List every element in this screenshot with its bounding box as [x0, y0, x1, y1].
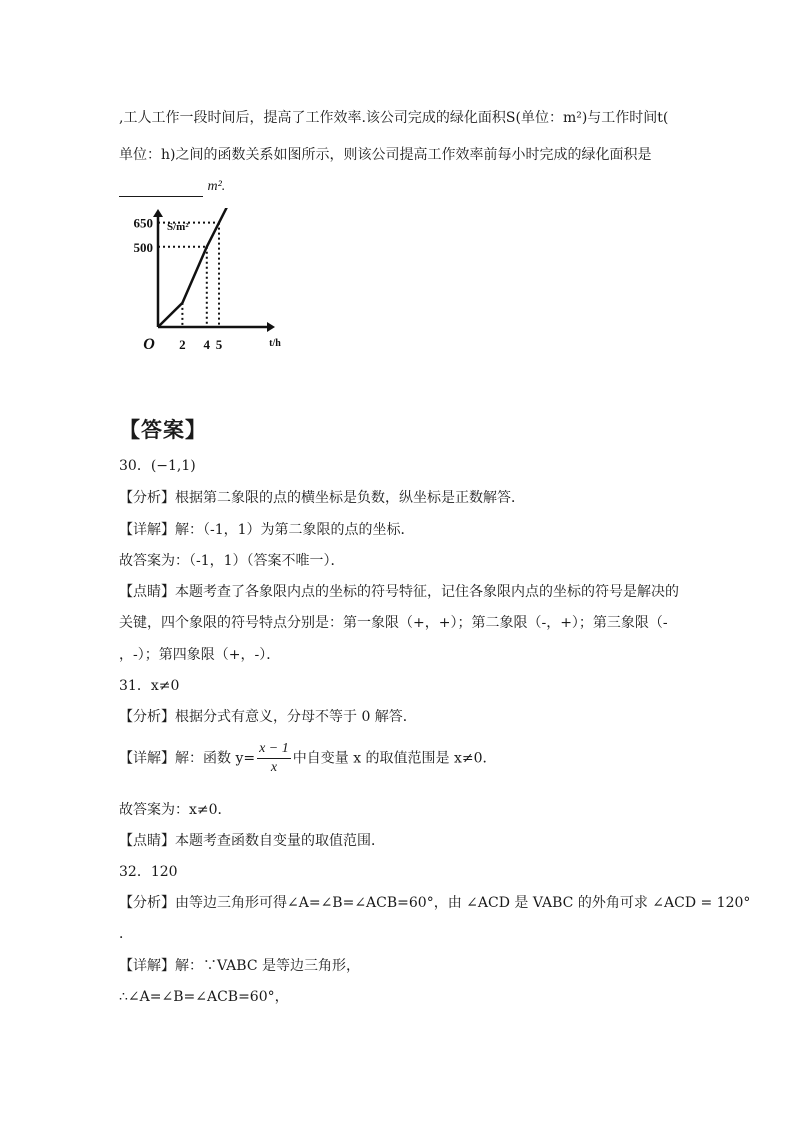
q32-analysis-end: ．: [119, 926, 133, 942]
q31-title: 31．x≠0: [119, 678, 180, 694]
q30-final: 故答案为：（-1，1）（答案不唯一）．: [119, 553, 345, 569]
answer-heading: 【答案】: [119, 418, 207, 442]
q30-comment-3: ，-）；第四象限（+，-）．: [119, 647, 281, 663]
q31-detail-post: 中自变量 x 的取值范围是 x≠0．: [292, 750, 497, 767]
unit-label: m².: [207, 179, 226, 194]
y-axis-label: S/m²: [167, 221, 189, 233]
q30-title: 30．(−1,1): [119, 458, 196, 474]
q32-detail: 【详解】解：∵VABC 是等边三角形，: [119, 958, 360, 974]
x-tick-label-5: 5: [215, 337, 223, 352]
q31-detail-pre: 【详解】解：函数 y=: [119, 750, 256, 767]
problem-line-1: ,工人工作一段时间后，提高了工作效率.该公司完成的绿化面积S(单位：m²)与工作时间t(: [119, 110, 669, 126]
q32-analysis: 【分析】由等边三角形可得∠A=∠B=∠ACB=60°，由 ∠ACD 是 VABC 的外角可求 ∠ACD = 120°: [119, 895, 751, 911]
q30-detail: 【详解】解：（-1，1）为第二象限的点的坐标．: [119, 522, 415, 538]
problem-line-2: 单位：h)之间的函数关系如图所示，则该公司提高工作效率前每小时完成的绿化面积是: [119, 147, 652, 163]
answer-blank: [119, 182, 203, 197]
q30-comment-2: 关键，四个象限的符号特点分别是：第一象限（+，+）；第二象限（-，+）；第三象限（-: [119, 615, 668, 631]
q31-detail: [119, 740, 497, 777]
q31-analysis: 【分析】根据分式有意义，分母不等于 0 解答．: [119, 709, 417, 725]
y-axis-arrow: [153, 209, 163, 217]
q32-step: ∴∠A=∠B=∠ACB=60°，: [119, 989, 289, 1005]
fraction-numerator: x − 1: [257, 740, 291, 759]
x-axis-arrow: [267, 322, 275, 332]
x-axis-label: t/h: [269, 338, 281, 349]
q30-analysis: 【分析】根据第二象限的点的横坐标是负数，纵坐标是正数解答．: [119, 490, 525, 506]
origin-label: O: [143, 336, 155, 353]
y-tick-label-650: 650: [133, 215, 153, 231]
q32-title: 32．120: [119, 864, 178, 880]
x-tick-label-4: 4: [203, 337, 211, 352]
q31-comment: 【点睛】本题考查函数自变量的取值范围．: [119, 833, 385, 849]
q30-comment-1: 【点睛】本题考查了各象限内点的坐标的符号特征，记住各象限内点的坐标的符号是解决的: [119, 584, 679, 600]
fraction: [257, 740, 291, 777]
fraction-denominator: x: [270, 760, 278, 775]
x-tick-label-2: 2: [179, 337, 186, 352]
problem-line-3: [119, 176, 225, 197]
y-tick-label-500: 500: [133, 239, 153, 255]
q31-final: 故答案为：x≠0．: [119, 802, 232, 818]
area-time-chart: [125, 208, 285, 353]
